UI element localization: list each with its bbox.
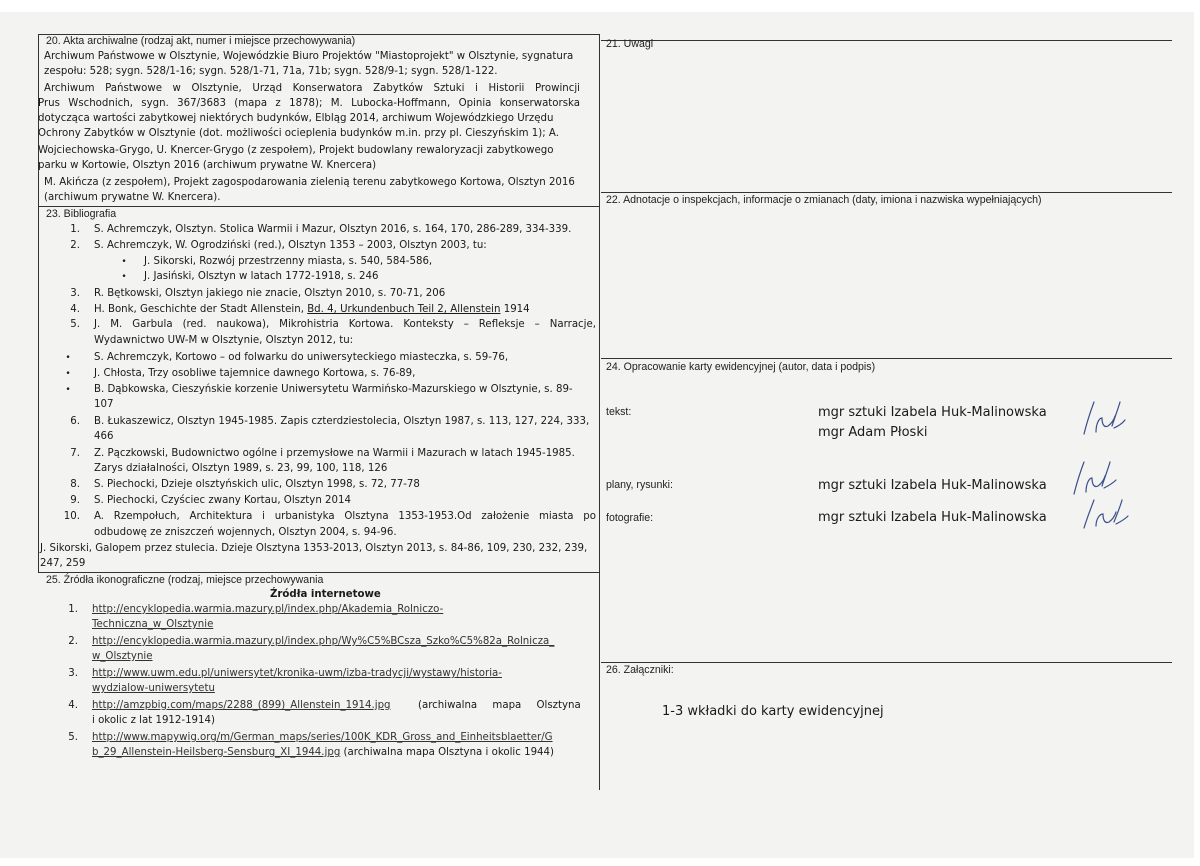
column-divider — [599, 34, 600, 790]
divider-21-22 — [601, 192, 1172, 193]
s20-line-8: parku w Kortowie, Olsztyn 2016 (archiwum prywatne W. Knercera) — [38, 160, 377, 171]
bib-item-10-line-1: A. Rzempołuch, Architektura i urbanistyka Olsztyna 1353-1953.Od założenie miasta po — [94, 511, 596, 522]
foto-author: mgr sztuki Izabela Huk-Malinowska — [818, 510, 1047, 525]
s20-line-2: zespołu: 528; sygn. 528/1-16; sygn. 528/1-71, 71a, 71b; sygn. 528/9-1; sygn. 528/1-122. — [44, 66, 498, 77]
src-num-2: 2. — [68, 636, 78, 647]
section-21-header: 21. Uwagi — [606, 38, 654, 50]
s20-line-7: Wojciechowska-Grygo, U. Knercer-Grygo (z zespołem), Projekt budowlany rewaloryzacji zabytkowego — [38, 145, 554, 156]
bib-item-5a: S. Achremczyk, Kortowo – od folwarku do uniwersyteckiego miasteczka, s. 59-76, — [94, 352, 509, 363]
bib-item-6-line-1: B. Łukaszewicz, Olsztyn 1945-1985. Zapis czterdziestolecia, Olsztyn 1987, s. 113, 127, 224, 333, — [94, 416, 590, 427]
src-link-3-cont[interactable]: wydzialow-uniwersytetu — [92, 683, 215, 694]
section-20-header: 20. Akta archiwalne (rodzaj akt, numer i miejsce przechowywania) — [46, 35, 356, 47]
bullet: • — [65, 385, 71, 395]
src-link-5-cont — [92, 746, 554, 760]
src-note-5: (archiwalna mapa Olsztyna i okolic 1944) — [340, 747, 554, 758]
s20-line-5: dotycząca wartości zabytkowej niektórych budynków, Elbląg 2014, archiwum Wojewódzkiego Urzędu — [38, 113, 554, 124]
bib-num-8: 8. — [70, 479, 80, 490]
bib-item-4 — [94, 303, 530, 317]
s25-subheader: Źródła internetowe — [270, 589, 381, 600]
src-num-5: 5. — [68, 732, 78, 743]
plany-author: mgr sztuki Izabela Huk-Malinowska — [818, 478, 1047, 493]
section-22-header: 22. Adnotacje o inspekcjach, informacje o zmianach (daty, imiona i nazwiska wypełniających) — [606, 194, 1042, 206]
plany-label: plany, rysunki: — [606, 479, 673, 491]
divider-23-25 — [38, 572, 599, 573]
bullet: • — [121, 272, 127, 282]
src-link-4[interactable]: http://amzpbig.com/maps/2288_(899)_Allenstein_1914.jpg — [92, 700, 391, 711]
bib-num-2: 2. — [70, 240, 80, 251]
attachments-content: 1-3 wkładki do karty ewidencyjnej — [662, 704, 884, 719]
signature-tekst — [1074, 398, 1134, 438]
bib-extra-line-1: J. Sikorski, Galopem przez stulecia. Dzieje Olsztyna 1353-2013, Olsztyn 2013, s. 84-86, 109, 230, 232, 239, — [40, 543, 588, 554]
bib-item-4-author: H. Bonk, Geschichte der Stadt Allenstein, — [94, 304, 308, 315]
src-link-2[interactable]: http://encyklopedia.warmia.mazury.pl/index.php/Wy%C5%BCsza_Szko%C5%82a_Rolnicza_ — [92, 636, 555, 647]
bib-num-5: 5. — [70, 319, 80, 330]
top-border-right — [601, 40, 1172, 41]
divider-24-26 — [601, 662, 1172, 663]
src-num-3: 3. — [68, 668, 78, 679]
bib-item-8: S. Piechocki, Dzieje olsztyńskich ulic, Olsztyn 1998, s. 72, 77-78 — [94, 479, 420, 490]
bib-item-5c-line-1: B. Dąbkowska, Cieszyńskie korzenie Uniwersytetu Warmińsko-Mazurskiego w Olsztynie, s. 89- — [94, 384, 573, 395]
signature-plany — [1066, 458, 1126, 498]
section-24-header: 24. Opracowanie karty ewidencyjnej (autor, data i podpis) — [606, 361, 876, 373]
bib-item-7-line-1: Z. Pączkowski, Budownictwo ogólne i przemysłowe na Warmii i Mazurach w latach 1945-1985. — [94, 448, 575, 459]
bullet: • — [65, 369, 71, 379]
tekst-label: tekst: — [606, 406, 632, 418]
bib-num-1: 1. — [70, 224, 80, 235]
divider-22-24 — [601, 358, 1172, 359]
divider-20-23 — [38, 206, 599, 207]
src-num-1: 1. — [68, 604, 78, 615]
section-26-header: 26. Załączniki: — [606, 664, 674, 676]
src-link-5-url-cont[interactable]: b_29_Allenstein-Heilsberg-Sensburg_XI_1944.jpg — [92, 747, 341, 758]
bib-item-1: S. Achremczyk, Olsztyn. Stolica Warmii i Mazur, Olsztyn 2016, s. 164, 170, 286-289, 334-339. — [94, 224, 572, 235]
src-link-2-cont[interactable]: w_Olsztynie — [92, 651, 153, 662]
bib-item-4-year: 1914 — [500, 304, 530, 315]
src-link-5[interactable]: http://www.mapywig.org/m/German_maps/series/100K_KDR_Gross_and_Einheitsblaetter/G — [92, 732, 553, 743]
s20-line-10: (archiwum prywatne W. Knercera). — [44, 192, 221, 203]
bib-num-10: 10. — [63, 511, 80, 522]
bib-item-2b: J. Jasiński, Olsztyn w latach 1772-1918, s. 246 — [144, 271, 379, 282]
bib-item-6-line-2: 466 — [94, 431, 114, 442]
tekst-author-2: mgr Adam Płoski — [818, 425, 928, 440]
bib-extra-line-2: 247, 259 — [40, 558, 86, 569]
s20-line-6: Ochrony Zabytków w Olsztynie (dot. możliwości ocieplenia budynków m.in. przy pl. Cieszyńskim 1); A. — [38, 128, 559, 139]
bib-num-3: 3. — [70, 288, 80, 299]
signature-foto — [1074, 496, 1134, 532]
bib-item-5-line-1: J. M. Garbula (red. naukowa), Mikrohistria Kortowa. Konteksty – Refleksje – Narracje, — [94, 319, 596, 330]
bib-item-3: R. Bętkowski, Olsztyn jakiego nie znacie, Olsztyn 2010, s. 70-71, 206 — [94, 288, 446, 299]
bib-item-5c-line-2: 107 — [94, 399, 114, 410]
s20-line-3: Archiwum Państwowe w Olsztynie, Urząd Konserwatora Zabytków Sztuki i Historii Prowincji — [44, 83, 580, 94]
src-link-1[interactable]: http://encyklopedia.warmia.mazury.pl/index.php/Akademia_Rolniczo- — [92, 604, 444, 615]
bib-item-10-line-2: odbudowę ze zniszczeń wojennych, Olsztyn 2004, s. 94-96. — [94, 527, 397, 538]
s20-line-4: Prus Wschodnich, sygn. 367/3683 (mapa z 1878); M. Lubocka-Hoffmann, Opinia konserwatorska — [38, 98, 580, 109]
bib-num-9: 9. — [70, 495, 80, 506]
src-note-4: (archiwalna mapa Olsztyna — [418, 700, 581, 711]
bib-num-6: 6. — [70, 416, 80, 427]
bib-num-7: 7. — [70, 448, 80, 459]
section-23-header: 23. Bibliografia — [46, 208, 117, 220]
bib-item-5-line-2: Wydawnictwo UW-M w Olsztynie, Olsztyn 2012, tu: — [94, 335, 354, 346]
scan-edge-right — [1194, 0, 1200, 866]
bib-item-7-line-2: Zarys działalności, Olsztyn 1989, s. 23, 99, 100, 118, 126 — [94, 463, 388, 474]
bullet: • — [121, 257, 127, 267]
bib-item-2a: J. Sikorski, Rozwój przestrzenny miasta, s. 540, 584-586, — [144, 256, 433, 267]
scan-edge-bottom — [0, 858, 1200, 866]
section-25-header: 25. Źródła ikonograficzne (rodzaj, miejsce przechowywania — [46, 574, 324, 586]
foto-label: fotografie: — [606, 512, 654, 524]
bib-item-2: S. Achremczyk, W. Ogrodziński (red.), Olsztyn 1353 – 2003, Olsztyn 2003, tu: — [94, 240, 487, 251]
src-link-1-cont[interactable]: Techniczna_w_Olsztynie — [92, 619, 214, 630]
bib-item-4-title: Bd. 4, Urkundenbuch Teil 2, Allenstein — [307, 304, 501, 315]
tekst-author-1: mgr sztuki Izabela Huk-Malinowska — [818, 405, 1047, 420]
bib-item-9: S. Piechocki, Czyściec zwany Kortau, Olsztyn 2014 — [94, 495, 351, 506]
src-note-4-cont: i okolic z lat 1912-1914) — [92, 715, 215, 726]
s20-line-9: M. Akińcza (z zespołem), Projekt zagospodarowania zielenią terenu zabytkowego Kortowa, Olsztyn 2016 — [44, 177, 575, 188]
s20-line-1: Archiwum Państwowe w Olsztynie, Wojewódzkie Biuro Projektów "Miastoprojekt" w Olsztynie, sygnatura — [44, 51, 574, 62]
src-link-3[interactable]: http://www.uwm.edu.pl/uniwersytet/kronika-uwm/izba-tradycji/wystawy/historia- — [92, 668, 502, 679]
src-num-4: 4. — [68, 700, 78, 711]
bullet: • — [65, 353, 71, 363]
bib-item-5b: J. Chłosta, Trzy osobliwe tajemnice dawnego Kortowa, s. 76-89, — [94, 368, 416, 379]
bib-num-4: 4. — [70, 304, 80, 315]
scan-edge-top — [0, 0, 1200, 12]
